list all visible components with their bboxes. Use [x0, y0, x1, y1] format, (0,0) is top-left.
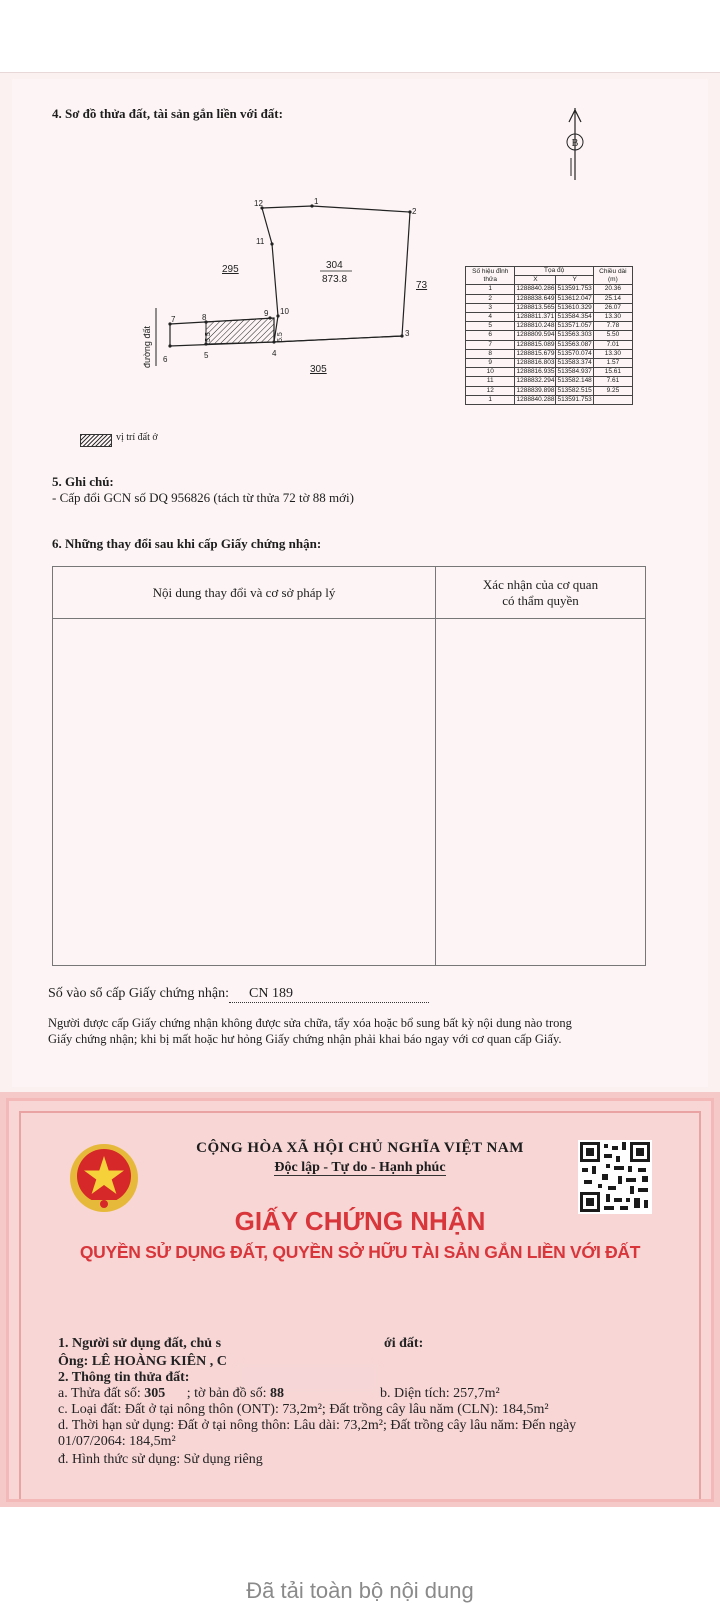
usage-form-line: đ. Hình thức sử dụng: Sử dụng riêng	[58, 1452, 263, 1467]
coord-cell-x: 1288816.935	[516, 368, 555, 376]
parcel-73-label: 73	[416, 280, 428, 291]
point-label: 6	[163, 355, 168, 364]
coord-cell-pt: 7	[466, 340, 515, 349]
coord-cell-x: 1288840.288	[516, 395, 555, 403]
coord-cell-pt: 4	[466, 313, 515, 322]
coord-cell-pt: 9	[466, 359, 515, 368]
coord-cell-pt: 12	[466, 386, 515, 395]
coord-cell-x: 1288815.679	[516, 349, 555, 357]
register-value: CN 189	[229, 986, 429, 1003]
coord-cell-y: 513570.074	[557, 349, 592, 357]
owner-heading-b: ới đất:	[384, 1336, 424, 1351]
coord-cell-pt: 5	[466, 322, 515, 331]
coord-cell-x: 1288816.803	[516, 359, 555, 367]
land-term-line-1: d. Thời hạn sử dụng: Đất ở tại nông thôn: Lâu dài: 73,2m²; Đất trồng cây lâu năm: Đến ngày	[58, 1418, 577, 1433]
coord-cell-pt: 10	[466, 368, 515, 377]
country-name: CỘNG HÒA XÃ HỘI CHỦ NGHĨA VIỆT NAM	[196, 1140, 524, 1156]
coord-cell-y: 513571.057	[557, 322, 592, 330]
coord-cell-y: 513582.148	[557, 377, 592, 385]
coord-cell-len: 7.78	[593, 322, 632, 331]
parcel-295-label: 295	[222, 264, 239, 275]
changes-col-content: Nội dung thay đổi và cơ sở pháp lý	[53, 567, 436, 619]
point-label: 2	[412, 207, 417, 216]
parcel-number: 305	[144, 1386, 166, 1401]
coord-cell-x: 1288839.898	[516, 386, 555, 394]
coord-cell-pt: 6	[466, 331, 515, 340]
coord-cell-len: 25.14	[593, 294, 632, 303]
coord-cell-len: 26.07	[593, 303, 632, 312]
north-letter: B	[571, 138, 579, 149]
coord-header-y: Y	[556, 276, 593, 285]
dimension-label: 5.5	[277, 332, 284, 342]
coord-cell-y: 513582.515	[557, 386, 592, 394]
coord-cell-len: 1.57	[593, 359, 632, 368]
coord-cell-y: 513612.047	[557, 294, 592, 302]
coord-cell-pt: 8	[466, 349, 515, 358]
coord-cell-x: 1288838.649	[516, 294, 555, 302]
legend-hatch-swatch	[80, 434, 112, 447]
point-label: 9	[264, 309, 269, 318]
point-label: 12	[254, 199, 263, 208]
changes-col-authority-line2: có thẩm quyền	[502, 592, 579, 608]
coord-cell-pt: 3	[466, 303, 515, 312]
point-label: 7	[171, 315, 176, 324]
point-label: 10	[280, 307, 289, 316]
parcel-area: b. Diện tích: 257,7m²	[380, 1386, 500, 1401]
changes-cell-empty	[436, 619, 646, 966]
changes-table	[52, 566, 646, 966]
coord-cell-pt: 11	[466, 377, 515, 386]
download-status-text: Đã tải toàn bộ nội dung	[246, 1578, 474, 1603]
coord-cell-len: 15.61	[593, 368, 632, 377]
owner-name: Ông: LÊ HOÀNG KIÊN , C	[58, 1354, 227, 1369]
coord-cell-x: 1288840.286	[516, 285, 555, 293]
motto-text: Độc lập - Tự do - Hạnh phúc	[274, 1160, 446, 1175]
coord-table-row	[466, 285, 633, 294]
coord-table-row	[466, 349, 633, 358]
point-label: 5	[204, 351, 209, 360]
coord-cell-y: 513591.753	[557, 395, 592, 403]
coord-cell-len	[593, 395, 632, 404]
north-arrow-icon	[562, 106, 588, 182]
coord-cell-x: 1288811.371	[516, 313, 555, 321]
certificate-title: GIẤY CHỨNG NHẬN	[234, 1206, 486, 1236]
point-label: 1	[314, 197, 319, 206]
changes-col-authority	[436, 567, 646, 619]
coord-table-row	[466, 359, 633, 368]
changes-cell-empty	[53, 619, 436, 966]
coord-table-row	[466, 313, 633, 322]
point-label: 11	[256, 237, 265, 246]
coord-table-row	[466, 294, 633, 303]
coord-header-x: X	[515, 276, 556, 285]
coord-cell-x: 1288809.594	[516, 331, 555, 339]
parcel-info-heading: 2. Thông tin thửa đất:	[58, 1370, 190, 1385]
coord-cell-len: 7.01	[593, 340, 632, 349]
coord-cell-x: 1288815.089	[516, 340, 555, 348]
coord-table-row	[466, 377, 633, 386]
parcel-number-label: a. Thửa đất số:	[58, 1386, 141, 1401]
coordinate-table	[465, 266, 633, 405]
coord-cell-pt: 1	[466, 395, 515, 404]
coord-cell-y: 513610.329	[557, 303, 592, 311]
coord-cell-len: 5.50	[593, 331, 632, 340]
section4-title: 4. Sơ đồ thửa đất, tài sản gắn liền với đất:	[52, 106, 283, 121]
certificate-subtitle: QUYỀN SỬ DỤNG ĐẤT, QUYỀN SỞ HỮU TÀI SẢN GẮN LIỀN VỚI ĐẤT	[79, 1242, 641, 1262]
section5-text: - Cấp đổi GCN số DQ 956826 (tách từ thửa 72 tờ 88 mới)	[52, 490, 354, 505]
changes-col-authority-line1: Xác nhận của cơ quan	[482, 576, 599, 592]
coord-cell-y: 513584.937	[557, 368, 592, 376]
coord-table-row	[466, 322, 633, 331]
notice-line-2: Giấy chứng nhận; khi bị mất hoặc hư hỏng Giấy chứng nhận phải khai báo ngay với cơ quan cấp Giấy.	[48, 1032, 562, 1046]
register-line	[48, 986, 429, 1003]
coord-table-row	[466, 395, 633, 404]
coord-table-row	[466, 368, 633, 377]
road-label: đường đất	[142, 326, 152, 368]
coord-cell-pt: 1	[466, 285, 515, 294]
point-label: 4	[272, 349, 277, 358]
parcel-line-a	[58, 1386, 284, 1402]
section6-title: 6. Những thay đổi sau khi cấp Giấy chứng nhận:	[52, 536, 322, 551]
coord-cell-y: 513583.374	[557, 359, 592, 367]
section5-title: 5. Ghi chú:	[52, 474, 114, 489]
land-term-line-2: 01/07/2064: 184,5m²	[58, 1434, 176, 1449]
coord-table-row	[466, 386, 633, 395]
coord-cell-pt: 2	[466, 294, 515, 303]
point-label: 3	[405, 329, 410, 338]
legend-label: vị trí đất ở	[116, 432, 158, 443]
land-type-line: c. Loại đất: Đất ở tại nông thôn (ONT): 73,2m²; Đất trồng cây lâu năm (CLN): 184,5m²	[58, 1402, 549, 1417]
parcel-304-area: 873.8	[322, 274, 348, 285]
coord-cell-y: 513591.753	[557, 285, 592, 293]
coord-header-point: Số hiệu đỉnh thửa	[466, 267, 515, 285]
coord-cell-len: 9.25	[593, 386, 632, 395]
register-label: Số vào sổ cấp Giấy chứng nhận:	[48, 986, 229, 1001]
coord-table-row	[466, 303, 633, 312]
coord-cell-len: 13.30	[593, 349, 632, 358]
coord-cell-len: 13.30	[593, 313, 632, 322]
dimension-label: 5.5	[205, 332, 212, 342]
national-motto	[0, 1160, 720, 1176]
coord-cell-y: 513563.087	[557, 340, 592, 348]
coord-table-row	[466, 340, 633, 349]
parcel-sketch	[130, 196, 440, 392]
coord-cell-len: 20.36	[593, 285, 632, 294]
coord-header-length: Chiều dài (m)	[593, 267, 632, 285]
point-label: 8	[202, 313, 207, 322]
map-sheet-label: ; tờ bản đồ số:	[186, 1386, 267, 1401]
coord-cell-x: 1288813.565	[516, 303, 555, 311]
owner-heading-a: 1. Người sử dụng đất, chủ s	[58, 1336, 222, 1351]
coord-cell-x: 1288810.248	[516, 322, 555, 330]
map-sheet-number: 88	[270, 1386, 284, 1401]
coord-cell-y: 513584.354	[557, 313, 592, 321]
coord-cell-y: 513563.303	[557, 331, 592, 339]
coord-cell-len: 7.61	[593, 377, 632, 386]
coord-table-row	[466, 331, 633, 340]
parcel-305-label: 305	[310, 364, 327, 375]
notice-line-1: Người được cấp Giấy chứng nhận không được sửa chữa, tẩy xóa hoặc bổ sung bất kỳ nội dung nào trong	[48, 1016, 572, 1030]
coord-cell-x: 1288832.294	[516, 377, 555, 385]
coord-header-coord: Tọa độ	[515, 267, 593, 276]
parcel-304-label: 304	[326, 260, 343, 271]
